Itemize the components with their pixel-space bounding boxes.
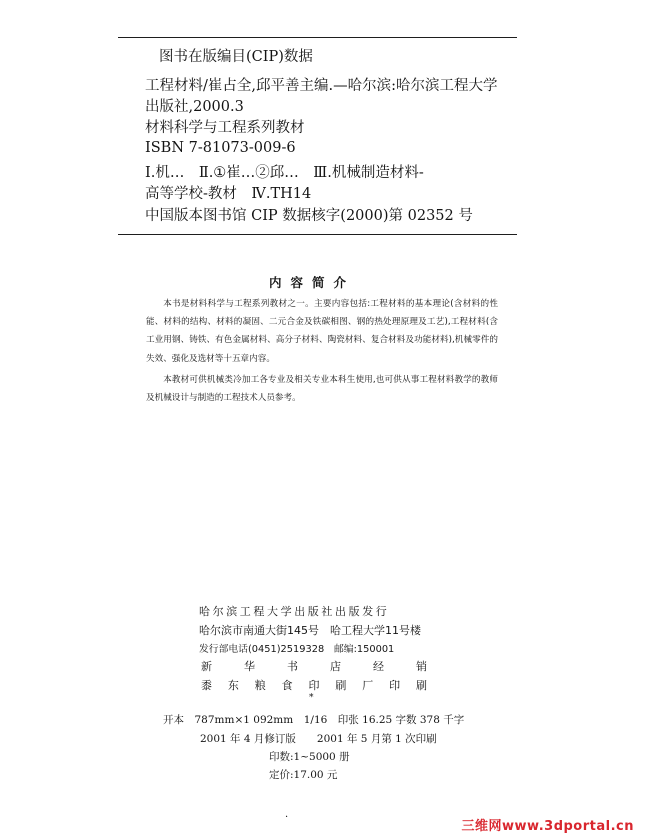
cip-heading: 图书在版编目(CIP)数据 [159,49,313,65]
imprint-print-run: 印数:1~5000 册 [269,751,350,763]
intro-body [146,295,498,407]
printer-char: 印 [308,679,320,692]
intro-paragraph-2: 本教材可供机械类冷加工各专业及相关专业本科生使用,也可供从事工程材料教学的教师及机械设计与制造的工程技术人员参考。 [146,374,498,404]
distributor-char: 店 [330,660,341,673]
cip-line-3: 材料科学与工程系列教材 [145,120,305,136]
cip-line-4: ISBN 7-81073-009-6 [145,140,296,156]
cip-bottom-rule [118,234,517,235]
scan-mark: · [285,812,289,823]
distributor-char: 经 [373,660,384,673]
imprint-edition: 2001 年 4 月修订版 2001 年 5 月第 1 次印刷 [200,733,437,745]
printer-char: 粮 [254,679,266,692]
distributor-char: 华 [244,660,255,673]
printer-char: 刷 [335,679,347,692]
distributor-char: 销 [416,660,427,673]
cip-line-2: 出版社,2000.3 [145,99,244,115]
intro-title: 内容简介 [269,275,356,290]
publisher-name: 哈尔滨工程大学出版社出版发行 [199,605,390,618]
imprint-format: 开本 787mm×1 092mm 1/16 印张 16.25 字数 378 千字 [163,714,465,726]
imprint-price: 定价:17.00 元 [269,769,338,781]
intro-paragraph-1: 本书是材料科学与工程系列教材之一。主要内容包括:工程材料的基本理论(含材料的性能、材料的结构、材料的凝固、二元合金及铁碳相图、钢的热处理原理及工艺),工程材料(含工业用钢、铸铁、有色金属材料、高分子材料、陶瓷材料、复合材料及功能材料),机械零件的失效、强化及选材等十五章内容。 [146,299,498,364]
cip-line-5: Ⅰ.机… Ⅱ.①崔…②邱… Ⅲ.机械制造材料- [145,165,424,181]
printer-char: 厂 [362,679,374,692]
publisher-address: 哈尔滨市南通大街145号 哈工程大学11号楼 [199,624,421,637]
separator-asterisk: * [309,693,314,703]
distributor-char: 书 [287,660,298,673]
printer-char: 黍 [201,679,212,692]
distributor-line [201,659,427,675]
cip-line-7: 中国版本图书馆 CIP 数据核字(2000)第 02352 号 [145,208,473,224]
printer-char: 东 [227,679,239,692]
distributor-char: 新 [201,660,212,673]
watermark: 三维网www.3dportal.cn [461,819,634,834]
printer-line [201,678,427,694]
publisher-phone: 发行部电话(0451)2519328 邮编:150001 [199,644,395,655]
cip-line-6: 高等学校-教材 Ⅳ.TH14 [145,186,312,202]
printer-char: 印 [389,679,401,692]
printer-char: 刷 [416,679,427,692]
cip-line-1: 工程材料/崔占全,邱平善主编.—哈尔滨:哈尔滨工程大学 [145,78,498,94]
printer-char: 食 [281,679,293,692]
top-rule [118,37,517,38]
